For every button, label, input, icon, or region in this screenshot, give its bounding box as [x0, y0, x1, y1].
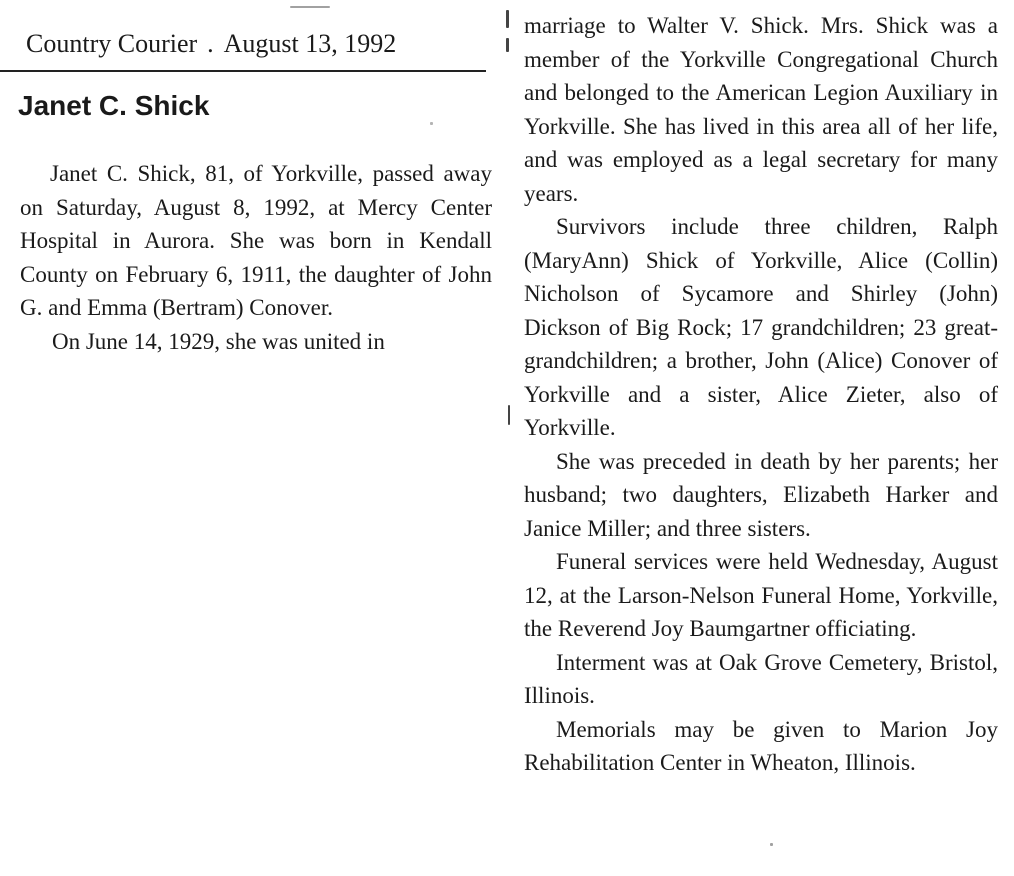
scan-speck: [506, 10, 509, 28]
paragraph: She was preceded in death by her parents; her husband; two daughters, Elizabeth Harker and Janice Miller; and three sisters.: [524, 448, 998, 541]
source-line: [26, 26, 486, 62]
publication-date: August 13, 1992: [223, 29, 397, 58]
paragraph: Janet C. Shick, 81, of Yorkville, passed away on Saturday, August 8, 1992, at Mercy Center Hospital in Aurora. She was born in Kendall County on February 6, 1911, the daughter of John G. and Emma (Bertram) Conover.: [20, 161, 492, 320]
source-separator: .: [207, 29, 214, 58]
paragraph: Survivors include three children, Ralph (MaryAnn) Shick of Yorkville, Alice (Collin) Nicholson of Sycamore and Shirley (John) Dickson of Big Rock; 17 grandchildren; 23 great-grandchildren; a brother, John (Alice) Conover of Yorkville and a sister, Alice Zieter, also of Yorkville.: [524, 214, 998, 440]
paragraph: Memorials may be given to Marion Joy Rehabilitation Center in Wheaton, Illinois.: [524, 716, 998, 775]
scan-speck: [508, 405, 510, 425]
header-rule: [0, 70, 486, 72]
publication-name: Country Courier: [26, 29, 198, 58]
scan-speck: [770, 843, 773, 846]
left-column: [20, 157, 492, 358]
obituary-headline: Janet C. Shick: [18, 90, 210, 121]
scan-speck: [430, 122, 433, 125]
right-column: [524, 9, 998, 780]
paragraph: On June 14, 1929, she was united in: [52, 328, 385, 354]
scan-speck: [290, 6, 330, 8]
paragraph: Funeral services were held Wednesday, August 12, at the Larson-Nelson Funeral Home, Yorkville, the Reverend Joy Baumgartner officiating.: [524, 549, 998, 641]
scan-speck: [506, 38, 509, 52]
paragraph: marriage to Walter V. Shick. Mrs. Shick was a member of the Yorkville Congregational Church and belonged to the American Legion Auxiliary in Yorkville. She has lived in this area all of her life, and was employed as a legal secretary for many years.: [524, 13, 998, 206]
paragraph: Interment was at Oak Grove Cemetery, Bristol, Illinois.: [524, 649, 998, 708]
